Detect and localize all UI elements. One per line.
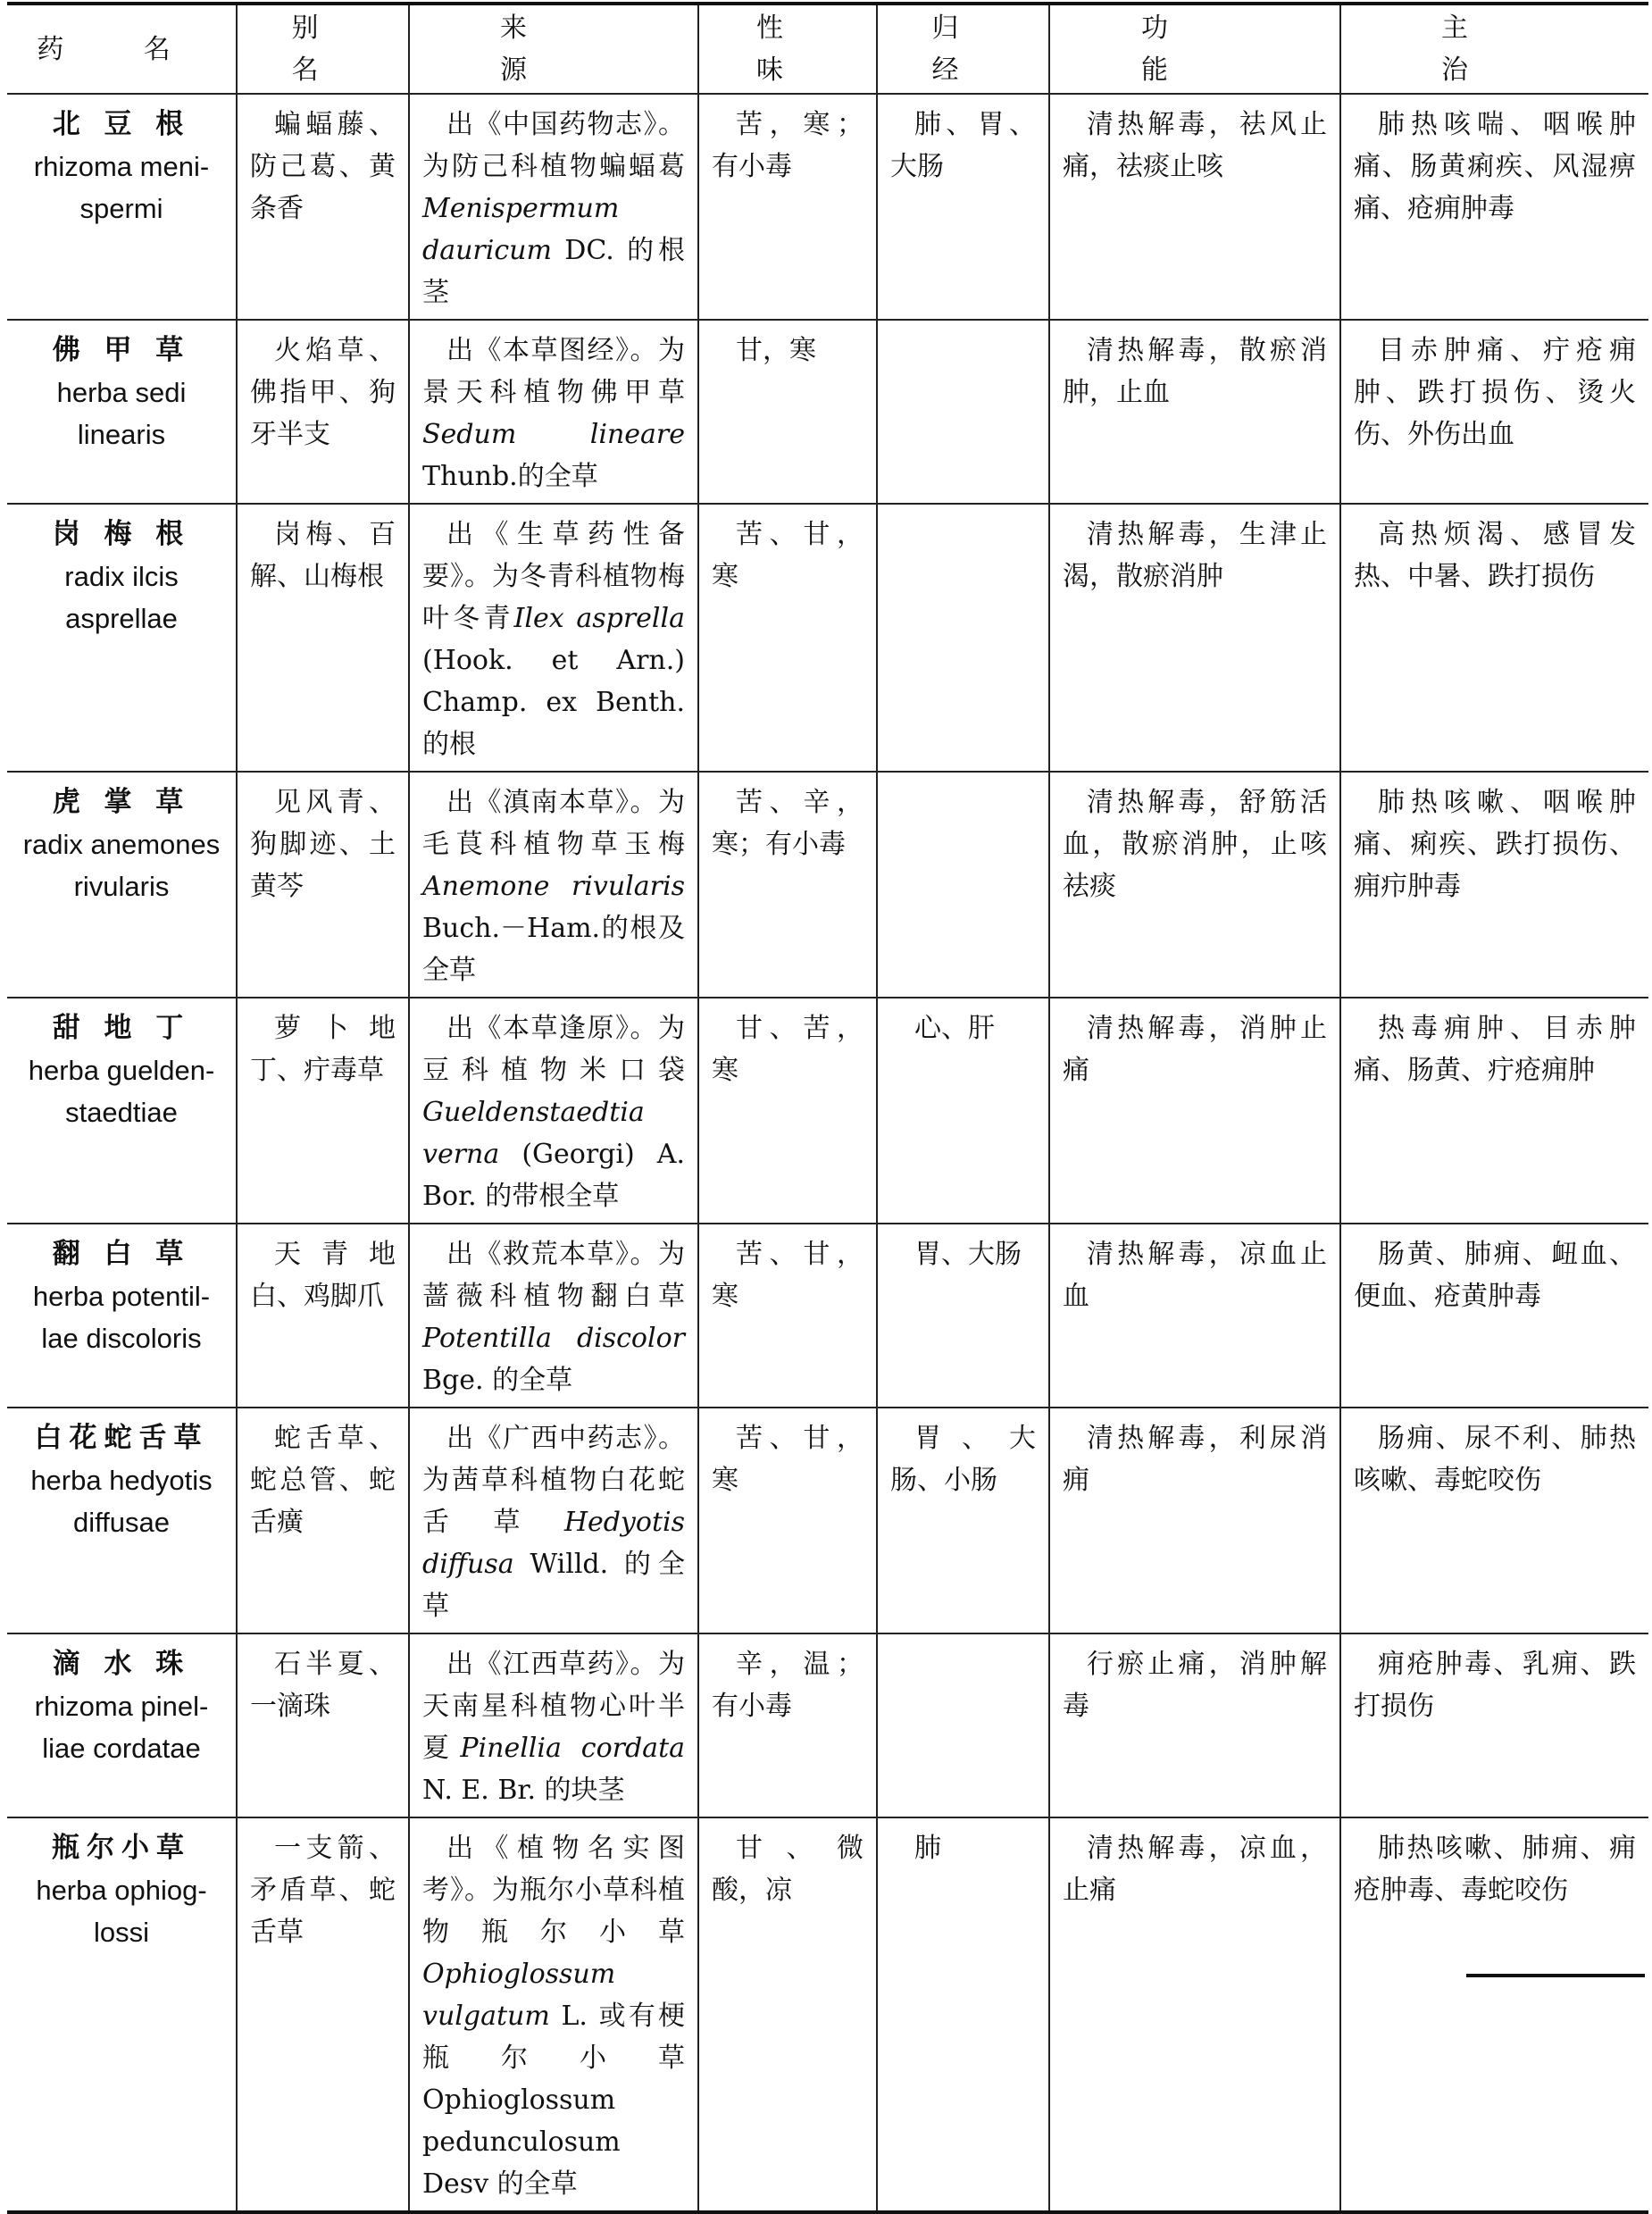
table-header-row — [7, 4, 1648, 94]
drug-name-latin: herba sedi linearis — [56, 377, 187, 450]
source-text: 出《生草药性备要》。为冬青科植物梅叶冬青 — [422, 519, 685, 634]
source-cell — [409, 1408, 698, 1633]
function-cell: 清热解毒，生津止渴，散瘀消肿 — [1049, 504, 1340, 772]
alias-cell: 岗梅、百解、山梅根 — [237, 504, 409, 772]
indication-cell: 高热烦渴、感冒发热、中暑、跌打损伤 — [1340, 504, 1648, 772]
drug-name-cell — [7, 94, 237, 320]
alias-cell: 见风青、狗脚迹、土黄芩 — [237, 772, 409, 998]
drug-name-latin: rhizoma meni-spermi — [33, 151, 210, 224]
drug-name-chinese: 瓶尔小草 — [52, 1832, 191, 1864]
source-suffix: (Georgi) A. Bor. 的带根全草 — [422, 1139, 685, 1212]
drug-name-latin: herba hedyotis diffusae — [30, 1465, 213, 1538]
function-cell: 行瘀止痛，消肿解毒 — [1049, 1633, 1340, 1817]
function-cell: 清热解毒，凉血，止痛 — [1049, 1817, 1340, 2212]
source-suffix: N. E. Br. 的块茎 — [422, 1775, 625, 1806]
header-taste: 性 味 — [698, 4, 877, 94]
meridian-cell: 肺、胃、大肠 — [877, 94, 1049, 320]
source-suffix: (Hook. et Arn.) Champ. ex Benth. 的根 — [422, 645, 685, 760]
indication-cell: 肠痈、尿不利、肺热咳嗽、毒蛇咬伤 — [1340, 1408, 1648, 1633]
table-row — [7, 320, 1648, 504]
function-cell: 清热解毒，散瘀消肿，止血 — [1049, 320, 1340, 504]
table-body — [7, 94, 1648, 2212]
drug-name-chinese: 虎 掌 草 — [52, 786, 191, 818]
table-row — [7, 1633, 1648, 1817]
table-row — [7, 772, 1648, 998]
header-meridian: 归 经 — [877, 4, 1049, 94]
header-drug-name: 药 名 — [7, 4, 237, 94]
table-row — [7, 1408, 1648, 1633]
alias-cell: 萝卜地丁、疔毒草 — [237, 998, 409, 1224]
indication-cell: 目赤肿痛、疔疮痈肿、跌打损伤、烫火伤、外伤出血 — [1340, 320, 1648, 504]
source-suffix: L. 或有梗瓶尔小草 Ophioglossum pedunculosum Desv 的全草 — [422, 2001, 685, 2200]
taste-cell: 甘、微酸，凉 — [698, 1817, 877, 2212]
source-suffix: Willd. 的全草 — [422, 1549, 685, 1622]
function-cell: 清热解毒，利尿消痈 — [1049, 1408, 1340, 1633]
source-cell — [409, 1633, 698, 1817]
meridian-cell: 胃、大肠、小肠 — [877, 1408, 1049, 1633]
drug-name-cell — [7, 504, 237, 772]
table-row — [7, 94, 1648, 320]
meridian-cell — [877, 320, 1049, 504]
source-suffix: Bge. 的全草 — [422, 1365, 573, 1396]
alias-cell: 火焰草、佛指甲、狗牙半支 — [237, 320, 409, 504]
source-latin-name: Anemone rivularis — [422, 871, 685, 902]
taste-cell: 苦、甘，寒 — [698, 1408, 877, 1633]
header-function: 功 能 — [1049, 4, 1340, 94]
herbal-medicine-table — [7, 2, 1648, 2214]
drug-name-latin: radix ilcis asprellae — [64, 561, 179, 634]
drug-name-latin: radix anemones rivularis — [22, 829, 221, 902]
source-cell — [409, 320, 698, 504]
table-row — [7, 504, 1648, 772]
alias-cell: 一支箭、矛盾草、蛇舌草 — [237, 1817, 409, 2212]
drug-name-cell — [7, 320, 237, 504]
drug-name-chinese: 甜 地 丁 — [52, 1012, 191, 1044]
function-cell: 清热解毒，祛风止痛，祛痰止咳 — [1049, 94, 1340, 320]
header-source: 来 源 — [409, 4, 698, 94]
source-latin-name: Gueldenstaedtia verna — [422, 1097, 645, 1170]
indication-cell: 肠黄、肺痈、衄血、便血、疮黄肿毒 — [1340, 1224, 1648, 1408]
drug-name-cell — [7, 998, 237, 1224]
bottom-rule — [1466, 1974, 1645, 1977]
drug-name-chinese: 佛 甲 草 — [52, 334, 191, 366]
source-latin-name: Hedyotis diffusa — [422, 1507, 685, 1580]
source-suffix: DC. 的根茎 — [422, 235, 685, 308]
drug-name-cell — [7, 1633, 237, 1817]
drug-name-latin: herba ophiog-lossi — [36, 1875, 207, 1948]
drug-name-chinese: 北 豆 根 — [52, 108, 191, 140]
source-text: 出《中国药物志》。为防己科植物蝙蝠葛 — [422, 109, 685, 182]
drug-name-cell — [7, 1224, 237, 1408]
alias-cell: 石半夏、一滴珠 — [237, 1633, 409, 1817]
meridian-cell: 肺 — [877, 1817, 1049, 2212]
source-text: 出《植物名实图考》。为瓶尔小草科植物瓶尔小草 — [422, 1833, 685, 1948]
source-latin-name: Potentilla discolor — [422, 1323, 685, 1354]
drug-name-cell — [7, 1817, 237, 2212]
indication-cell: 肺热咳喘、咽喉肿痛、肠黄痢疾、风湿痹痛、疮痈肿毒 — [1340, 94, 1648, 320]
taste-cell: 苦、甘，寒 — [698, 504, 877, 772]
table-row — [7, 1224, 1648, 1408]
source-cell — [409, 94, 698, 320]
source-text: 出《本草图经》。为景天科植物佛甲草 — [422, 335, 685, 408]
source-cell — [409, 504, 698, 772]
taste-cell: 甘，寒 — [698, 320, 877, 504]
drug-name-latin: herba potentil-lae discoloris — [32, 1281, 211, 1354]
source-suffix: Thunb.的全草 — [422, 461, 598, 492]
table-row — [7, 1817, 1648, 2212]
source-latin-name: Menispermum dauricum — [422, 193, 620, 266]
drug-name-cell — [7, 1408, 237, 1633]
drug-name-latin: herba guelden-staedtiae — [28, 1055, 215, 1128]
source-cell — [409, 1817, 698, 2212]
drug-name-chinese: 白花蛇舌草 — [34, 1422, 209, 1454]
taste-cell: 苦、辛，寒；有小毒 — [698, 772, 877, 998]
indication-cell: 肺热咳嗽、咽喉肿痛、痢疾、跌打损伤、痈疖肿毒 — [1340, 772, 1648, 998]
drug-name-cell — [7, 772, 237, 998]
source-cell — [409, 772, 698, 998]
alias-cell: 蛇舌草、蛇总管、蛇舌癀 — [237, 1408, 409, 1633]
table-row — [7, 998, 1648, 1224]
meridian-cell — [877, 504, 1049, 772]
source-cell — [409, 998, 698, 1224]
alias-cell: 蝙蝠藤、防己葛、黄条香 — [237, 94, 409, 320]
source-latin-name: Pinellia cordata — [460, 1733, 686, 1764]
alias-cell: 天青地白、鸡脚爪 — [237, 1224, 409, 1408]
drug-name-chinese: 岗 梅 根 — [52, 518, 191, 550]
source-text: 出《本草逢原》。为豆科植物米口袋 — [422, 1013, 685, 1086]
drug-name-chinese: 翻 白 草 — [52, 1238, 191, 1270]
taste-cell: 苦，寒；有小毒 — [698, 94, 877, 320]
meridian-cell — [877, 1633, 1049, 1817]
indication-cell: 热毒痈肿、目赤肿痛、肠黄、疔疮痈肿 — [1340, 998, 1648, 1224]
taste-cell: 苦、甘，寒 — [698, 1224, 877, 1408]
function-cell: 清热解毒，凉血止血 — [1049, 1224, 1340, 1408]
meridian-cell — [877, 772, 1049, 998]
source-latin-name: Sedum lineare — [422, 419, 685, 450]
drug-name-chinese: 滴 水 珠 — [52, 1648, 191, 1680]
source-latin-name: Ophioglossum vulgatum — [422, 1959, 616, 2032]
taste-cell: 辛，温；有小毒 — [698, 1633, 877, 1817]
function-cell: 清热解毒，消肿止痛 — [1049, 998, 1340, 1224]
drug-name-latin: rhizoma pinel-liae cordatae — [34, 1691, 209, 1764]
meridian-cell: 心、肝 — [877, 998, 1049, 1224]
source-cell — [409, 1224, 698, 1408]
herbal-medicine-table-page — [7, 2, 1648, 2200]
source-latin-name: Ilex asprella — [513, 603, 685, 634]
header-alias: 别 名 — [237, 4, 409, 94]
source-suffix: Buch.－Ham.的根及全草 — [422, 913, 685, 986]
source-text: 出《广西中药志》。为茜草科植物白花蛇舌草 — [422, 1423, 685, 1538]
function-cell: 清热解毒，舒筋活血，散瘀消肿，止咳祛痰 — [1049, 772, 1340, 998]
source-text: 出《救荒本草》。为蔷薇科植物翻白草 — [422, 1239, 685, 1312]
meridian-cell: 胃、大肠 — [877, 1224, 1049, 1408]
source-text: 出《滇南本草》。为毛茛科植物草玉梅 — [422, 787, 685, 860]
indication-cell: 痈疮肿毒、乳痈、跌打损伤 — [1340, 1633, 1648, 1817]
indication-cell: 肺热咳嗽、肺痈、痈疮肿毒、毒蛇咬伤 — [1340, 1817, 1648, 2212]
source-text: 出《江西草药》。为天南星科植物心叶半夏 — [422, 1649, 685, 1764]
header-indication: 主 治 — [1340, 4, 1648, 94]
taste-cell: 甘、苦，寒 — [698, 998, 877, 1224]
